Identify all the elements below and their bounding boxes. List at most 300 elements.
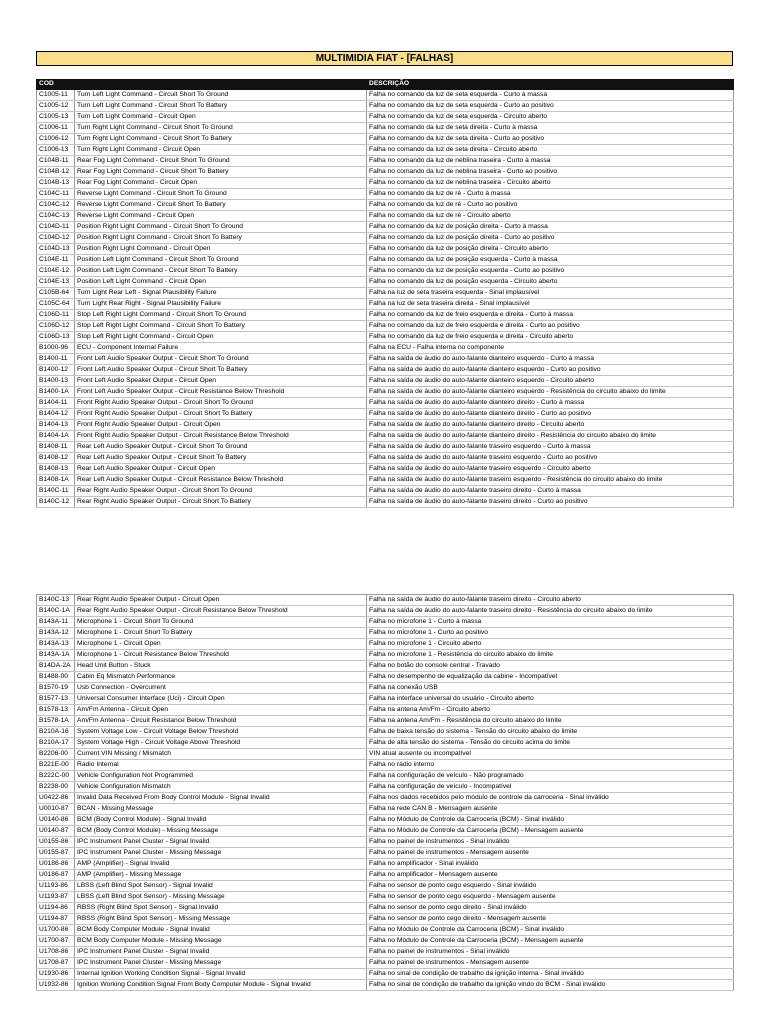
table-row [37, 178, 734, 189]
fault-code-cell: C1006-13 [37, 145, 75, 156]
english-description-cell: Reverse Light Command - Circuit Open [75, 211, 367, 222]
english-description-cell: Current VIN Missing / Mismatch [75, 749, 367, 760]
table-row [37, 233, 734, 244]
table-row [37, 628, 734, 639]
english-description-cell: Stop Left Right Light Command - Circuit Open [75, 332, 367, 343]
column-header-spacer [75, 79, 367, 90]
english-description-cell: Turn Light Rear Right - Signal Plausibility Failure [75, 299, 367, 310]
fault-code-table-1 [36, 79, 734, 508]
english-description-cell: Turn Left Light Command - Circuit Short To Battery [75, 101, 367, 112]
fault-code-cell: U1932-86 [37, 980, 75, 991]
english-description-cell: Internal Ignition Working Condition Signal - Signal Invalid [75, 969, 367, 980]
english-description-cell: ECU - Component Internal Failure [75, 343, 367, 354]
portuguese-description-cell: Falha na saída de áudio do auto-falante dianteiro direito - Circuito aberto [367, 420, 734, 431]
portuguese-description-cell: Falha no sensor de ponto cego direito - Mensagem ausente [367, 914, 734, 925]
table-row [37, 321, 734, 332]
table-row [37, 782, 734, 793]
table-row [37, 595, 734, 606]
fault-code-cell: C1005-13 [37, 112, 75, 123]
fault-code-cell: C105C-64 [37, 299, 75, 310]
english-description-cell: Microphone 1 - Circuit Short To Battery [75, 628, 367, 639]
fault-code-cell: B1408-1A [37, 475, 75, 486]
portuguese-description-cell: Falha na saída de áudio do auto-falante dianteiro esquerdo - Resistência do circuito abaixo do limite [367, 387, 734, 398]
portuguese-description-cell: Falha no comando da luz de neblina traseira - Curto à massa [367, 156, 734, 167]
fault-code-cell: C104E-13 [37, 277, 75, 288]
english-description-cell: LBSS (Left Blind Spot Sensor) - Missing Message [75, 892, 367, 903]
table-row [37, 343, 734, 354]
english-description-cell: Front Left Audio Speaker Output - Circuit Short To Ground [75, 354, 367, 365]
portuguese-description-cell: Falha no sensor de ponto cego esquerdo - Sinal inválido [367, 881, 734, 892]
english-description-cell: Usb Connection - Overcurrent [75, 683, 367, 694]
english-description-cell: Microphone 1 - Circuit Resistance Below Threshold [75, 650, 367, 661]
fault-code-cell: C106D-12 [37, 321, 75, 332]
fault-code-cell: C105B-64 [37, 288, 75, 299]
portuguese-description-cell: Falha no comando da luz de seta esquerda - Curto ao positivo [367, 101, 734, 112]
english-description-cell: Am/Fm Antenna - Circuit Resistance Below Threshold [75, 716, 367, 727]
portuguese-description-cell: Falha no sinal de condição de trabalho da ignição vindo do BCM - Sinal inválido [367, 980, 734, 991]
fault-code-cell: C1006-11 [37, 123, 75, 134]
portuguese-description-cell: Falha no comando da luz de seta direita - Curto à massa [367, 123, 734, 134]
fault-code-cell: B1400-13 [37, 376, 75, 387]
english-description-cell: Reverse Light Command - Circuit Short To Battery [75, 200, 367, 211]
portuguese-description-cell: Falha na interface universal do usuário - Circuito aberto [367, 694, 734, 705]
table-row [37, 705, 734, 716]
column-header-description: DESCRIÇÃO [367, 79, 734, 90]
portuguese-description-cell: Falha no sensor de ponto cego esquerdo - Mensagem ausente [367, 892, 734, 903]
english-description-cell: Position Right Light Command - Circuit Open [75, 244, 367, 255]
fault-code-cell: U0010-87 [37, 804, 75, 815]
table-row [37, 881, 734, 892]
portuguese-description-cell: Falha no painel de instrumentos - Sinal inválido [367, 837, 734, 848]
portuguese-description-cell: Falha no desempenho de equalização da cabine - Incompatível [367, 672, 734, 683]
english-description-cell: BCM (Body Control Module) - Missing Message [75, 826, 367, 837]
table-row [37, 749, 734, 760]
table-row [37, 112, 734, 123]
portuguese-description-cell: Falha na saída de áudio do auto-falante traseiro direito - Resistência do circuito abaixo do limite [367, 606, 734, 617]
table-row [37, 639, 734, 650]
english-description-cell: Front Left Audio Speaker Output - Circuit Resistance Below Threshold [75, 387, 367, 398]
fault-code-cell: C1006-12 [37, 134, 75, 145]
portuguese-description-cell: Falha no amplificador - Sinal inválido [367, 859, 734, 870]
table-row [37, 420, 734, 431]
portuguese-description-cell: Falha na saída de áudio do auto-falante traseiro esquerdo - Curto à massa [367, 442, 734, 453]
fault-code-cell: C104D-12 [37, 233, 75, 244]
table-row [37, 299, 734, 310]
portuguese-description-cell: Falha no comando da luz de neblina traseira - Curto ao positivo [367, 167, 734, 178]
english-description-cell: AMP (Amplifier) - Missing Message [75, 870, 367, 881]
english-description-cell: Position Left Light Command - Circuit Short To Ground [75, 255, 367, 266]
portuguese-description-cell: Falha no comando da luz de seta direita - Circuito aberto [367, 145, 734, 156]
portuguese-description-cell: Falha no comando da luz de ré - Curto ao positivo [367, 200, 734, 211]
english-description-cell: Front Left Audio Speaker Output - Circuit Short To Battery [75, 365, 367, 376]
fault-code-cell: B143A-13 [37, 639, 75, 650]
fault-code-cell: B1577-13 [37, 694, 75, 705]
english-description-cell: Rear Right Audio Speaker Output - Circuit Open [75, 595, 367, 606]
portuguese-description-cell: Falha na conexão USB [367, 683, 734, 694]
table-row [37, 376, 734, 387]
english-description-cell: Ignition Working Condition Signal From Body Computer Module - Signal Invalid [75, 980, 367, 991]
table-row [37, 475, 734, 486]
fault-code-cell: U1193-86 [37, 881, 75, 892]
table-row [37, 101, 734, 112]
table-row [37, 716, 734, 727]
english-description-cell: Turn Right Light Command - Circuit Open [75, 145, 367, 156]
portuguese-description-cell: VIN atual ausente ou incompatível [367, 749, 734, 760]
portuguese-description-cell: Falha no comando da luz de ré - Curto à massa [367, 189, 734, 200]
fault-code-cell: B1404-11 [37, 398, 75, 409]
table-row [37, 90, 734, 101]
table-row [37, 145, 734, 156]
fault-code-cell: B1578-1A [37, 716, 75, 727]
table-row [37, 683, 734, 694]
fault-code-cell: B1578-13 [37, 705, 75, 716]
portuguese-description-cell: Falha no painel de instrumentos - Mensagem ausente [367, 958, 734, 969]
english-description-cell: Turn Right Light Command - Circuit Short To Ground [75, 123, 367, 134]
fault-code-cell: C106D-11 [37, 310, 75, 321]
fault-code-cell: U1930-86 [37, 969, 75, 980]
table-row [37, 925, 734, 936]
portuguese-description-cell: Falha no Módulo de Controle da Carroceria (BCM) - Mensagem ausente [367, 936, 734, 947]
fault-code-cell: B1488-00 [37, 672, 75, 683]
fault-code-cell: C104B-11 [37, 156, 75, 167]
portuguese-description-cell: Falha no amplificador - Mensagem ausente [367, 870, 734, 881]
table-row [37, 848, 734, 859]
english-description-cell: IPC Instrument Panel Cluster - Signal Invalid [75, 947, 367, 958]
table-row [37, 738, 734, 749]
portuguese-description-cell: Falha no comando da luz de freio esquerda e direita - Circuito aberto [367, 332, 734, 343]
english-description-cell: Turn Right Light Command - Circuit Short To Battery [75, 134, 367, 145]
english-description-cell: RBSS (Right Blind Spot Sensor) - Signal Invalid [75, 903, 367, 914]
fault-code-cell: U0140-87 [37, 826, 75, 837]
portuguese-description-cell: Falha no painel de instrumentos - Sinal inválido [367, 947, 734, 958]
table-row [37, 310, 734, 321]
table-row [37, 859, 734, 870]
english-description-cell: LBSS (Left Blind Spot Sensor) - Signal Invalid [75, 881, 367, 892]
table-row [37, 958, 734, 969]
fault-code-cell: B1404-12 [37, 409, 75, 420]
table-row [37, 650, 734, 661]
fault-code-cell: U1194-86 [37, 903, 75, 914]
portuguese-description-cell: Falha na saída de áudio do auto-falante traseiro esquerdo - Circuito aberto [367, 464, 734, 475]
portuguese-description-cell: Falha no microfone 1 - Curto ao positivo [367, 628, 734, 639]
table-row [37, 771, 734, 782]
table-row [37, 936, 734, 947]
fault-code-cell: C1005-12 [37, 101, 75, 112]
portuguese-description-cell: Falha na saída de áudio do auto-falante dianteiro esquerdo - Curto à massa [367, 354, 734, 365]
portuguese-description-cell: Falha na antena Am/Fm - Resistência do circuito abaixo do limite [367, 716, 734, 727]
fault-code-cell: B2206-00 [37, 749, 75, 760]
english-description-cell: BCAN - Missing Message [75, 804, 367, 815]
portuguese-description-cell: Falha na luz de seta traseira esquerda - Sinal implausível [367, 288, 734, 299]
table-row [37, 398, 734, 409]
table-row [37, 903, 734, 914]
english-description-cell: Radio Internal [75, 760, 367, 771]
english-description-cell: RBSS (Right Blind Spot Sensor) - Missing Message [75, 914, 367, 925]
fault-code-cell: U0155-86 [37, 837, 75, 848]
english-description-cell: Turn Light Rear Left - Signal Plausibility Failure [75, 288, 367, 299]
portuguese-description-cell: Falha no comando da luz de posição esquerda - Curto à massa [367, 255, 734, 266]
table-row [37, 486, 734, 497]
portuguese-description-cell: Falha na antena Am/Fm - Circuito aberto [367, 705, 734, 716]
english-description-cell: IPC Instrument Panel Cluster - Missing Message [75, 848, 367, 859]
fault-code-cell: U1700-86 [37, 925, 75, 936]
fault-code-cell: U0140-86 [37, 815, 75, 826]
fault-code-cell: C104E-11 [37, 255, 75, 266]
english-description-cell: Rear Fog Light Command - Circuit Short To Battery [75, 167, 367, 178]
table-row [37, 497, 734, 508]
english-description-cell: Turn Left Light Command - Circuit Short To Ground [75, 90, 367, 101]
column-header-code: COD [37, 79, 75, 90]
fault-code-cell: B1404-13 [37, 420, 75, 431]
table-row [37, 870, 734, 881]
portuguese-description-cell: Falha na configuração de veículo - Não programado [367, 771, 734, 782]
fault-code-cell: U1700-87 [37, 936, 75, 947]
portuguese-description-cell: Falha no comando da luz de freio esquerda e direita - Curto ao positivo [367, 321, 734, 332]
portuguese-description-cell: Falha na saída de áudio do auto-falante dianteiro direito - Curto à massa [367, 398, 734, 409]
fault-code-cell: B143A-12 [37, 628, 75, 639]
portuguese-description-cell: Falha na saída de áudio do auto-falante traseiro esquerdo - Resistência do circuito abaixo do limite [367, 475, 734, 486]
fault-code-cell: B143A-11 [37, 617, 75, 628]
fault-code-cell: U0155-87 [37, 848, 75, 859]
english-description-cell: Rear Right Audio Speaker Output - Circuit Short To Ground [75, 486, 367, 497]
portuguese-description-cell: Falha no botão do console central - Travado [367, 661, 734, 672]
fault-code-cell: C104E-12 [37, 266, 75, 277]
english-description-cell: Position Left Light Command - Circuit Open [75, 277, 367, 288]
english-description-cell: Rear Fog Light Command - Circuit Open [75, 178, 367, 189]
english-description-cell: Rear Right Audio Speaker Output - Circuit Short To Battery [75, 497, 367, 508]
fault-code-cell: U1193-87 [37, 892, 75, 903]
english-description-cell: Position Right Light Command - Circuit Short To Ground [75, 222, 367, 233]
english-description-cell: Front Right Audio Speaker Output - Circuit Resistance Below Threshold [75, 431, 367, 442]
fault-code-cell: U1708-86 [37, 947, 75, 958]
table-row [37, 826, 734, 837]
fault-code-cell: C104C-13 [37, 211, 75, 222]
fault-code-cell: C104C-12 [37, 200, 75, 211]
table-row [37, 134, 734, 145]
table-row [37, 837, 734, 848]
portuguese-description-cell: Falha no Módulo de Controle da Carroceria (BCM) - Sinal inválido [367, 925, 734, 936]
table-row [37, 606, 734, 617]
fault-code-cell: C106D-13 [37, 332, 75, 343]
portuguese-description-cell: Falha no comando da luz de posição direita - Circuito aberto [367, 244, 734, 255]
fault-code-cell: B221E-00 [37, 760, 75, 771]
fault-code-cell: C104B-13 [37, 178, 75, 189]
portuguese-description-cell: Falha na luz de seta traseira direita - Sinal implausível [367, 299, 734, 310]
english-description-cell: Stop Left Right Light Command - Circuit Short To Ground [75, 310, 367, 321]
fault-code-cell: B1000-96 [37, 343, 75, 354]
fault-code-cell: B140C-12 [37, 497, 75, 508]
portuguese-description-cell: Falha no comando da luz de posição esquerda - Circuito aberto [367, 277, 734, 288]
english-description-cell: Front Left Audio Speaker Output - Circuit Open [75, 376, 367, 387]
portuguese-description-cell: Falha na saída de áudio do auto-falante traseiro esquerdo - Curto ao positivo [367, 453, 734, 464]
table-row [37, 661, 734, 672]
fault-code-cell: B1400-11 [37, 354, 75, 365]
portuguese-description-cell: Falha no rádio interno [367, 760, 734, 771]
portuguese-description-cell: Falha no comando da luz de seta esquerda - Circuito aberto [367, 112, 734, 123]
english-description-cell: Front Right Audio Speaker Output - Circuit Short To Ground [75, 398, 367, 409]
table-row [37, 387, 734, 398]
english-description-cell: Vehicle Configuration Mismatch [75, 782, 367, 793]
english-description-cell: IPC Instrument Panel Cluster - Signal Invalid [75, 837, 367, 848]
portuguese-description-cell: Falha na rede CAN B - Mensagem ausente [367, 804, 734, 815]
fault-code-cell: C104C-11 [37, 189, 75, 200]
english-description-cell: Rear Right Audio Speaker Output - Circuit Resistance Below Threshold [75, 606, 367, 617]
english-description-cell: System Voltage High - Circuit Voltage Above Threshold [75, 738, 367, 749]
table-row [37, 804, 734, 815]
english-description-cell: Position Right Light Command - Circuit Short To Battery [75, 233, 367, 244]
english-description-cell: Universal Consumer Interface (Uci) - Circuit Open [75, 694, 367, 705]
table-row [37, 409, 734, 420]
table-row [37, 815, 734, 826]
english-description-cell: System Voltage Low - Circuit Voltage Below Threshold [75, 727, 367, 738]
english-description-cell: Rear Left Audio Speaker Output - Circuit Short To Battery [75, 453, 367, 464]
fault-code-cell: B140C-1A [37, 606, 75, 617]
fault-code-cell: B1408-12 [37, 453, 75, 464]
fault-code-cell: B222C-00 [37, 771, 75, 782]
table-row [37, 672, 734, 683]
portuguese-description-cell: Falha na saída de áudio do auto-falante dianteiro esquerdo - Curto ao positivo [367, 365, 734, 376]
table-row [37, 760, 734, 771]
fault-code-cell: B1404-1A [37, 431, 75, 442]
english-description-cell: Turn Left Light Command - Circuit Open [75, 112, 367, 123]
table-row [37, 211, 734, 222]
portuguese-description-cell: Falha de baixa tensão do sistema - Tensão do circuito abaixo do limite [367, 727, 734, 738]
table-row [37, 980, 734, 991]
english-description-cell: Rear Left Audio Speaker Output - Circuit Open [75, 464, 367, 475]
english-description-cell: Rear Fog Light Command - Circuit Short To Ground [75, 156, 367, 167]
portuguese-description-cell: Falha na saída de áudio do auto-falante traseiro direito - Circuito aberto [367, 595, 734, 606]
portuguese-description-cell: Falha no comando da luz de ré - Circuito aberto [367, 211, 734, 222]
english-description-cell: Stop Left Right Light Command - Circuit Short To Battery [75, 321, 367, 332]
fault-code-cell: B1408-11 [37, 442, 75, 453]
portuguese-description-cell: Falha no comando da luz de posição direita - Curto à massa [367, 222, 734, 233]
fault-code-cell: U1708-87 [37, 958, 75, 969]
fault-code-cell: B210A-16 [37, 727, 75, 738]
portuguese-description-cell: Falha nos dados recebidos pelo módulo de controle da carroceria - Sinal inválido [367, 793, 734, 804]
portuguese-description-cell: Falha de alta tensão do sistema - Tensão do circuito acima do limite [367, 738, 734, 749]
table-row [37, 354, 734, 365]
fault-code-cell: B2238-00 [37, 782, 75, 793]
portuguese-description-cell: Falha no comando da luz de posição direita - Curto ao positivo [367, 233, 734, 244]
english-description-cell: Rear Left Audio Speaker Output - Circuit Short To Ground [75, 442, 367, 453]
portuguese-description-cell: Falha no microfone 1 - Circuito aberto [367, 639, 734, 650]
table-row [37, 431, 734, 442]
portuguese-description-cell: Falha no comando da luz de posição esquerda - Curto ao positivo [367, 266, 734, 277]
fault-code-cell: B1400-12 [37, 365, 75, 376]
portuguese-description-cell: Falha no sensor de ponto cego direito - Sinal inválido [367, 903, 734, 914]
fault-code-cell: U0186-86 [37, 859, 75, 870]
portuguese-description-cell: Falha na ECU - Falha interna no componente [367, 343, 734, 354]
table-row [37, 266, 734, 277]
table-row [37, 123, 734, 134]
portuguese-description-cell: Falha no comando da luz de seta esquerda - Curto à massa [367, 90, 734, 101]
english-description-cell: IPC Instrument Panel Cluster - Missing Message [75, 958, 367, 969]
table-row [37, 947, 734, 958]
portuguese-description-cell: Falha no Módulo de Controle da Carroceria (BCM) - Mensagem ausente [367, 826, 734, 837]
table-row [37, 200, 734, 211]
portuguese-description-cell: Falha na saída de áudio do auto-falante dianteiro esquerdo - Circuito aberto [367, 376, 734, 387]
fault-code-cell: U0186-87 [37, 870, 75, 881]
table-row [37, 156, 734, 167]
table-row [37, 277, 734, 288]
table-row [37, 892, 734, 903]
fault-code-cell: B1408-13 [37, 464, 75, 475]
table-row [37, 244, 734, 255]
table-row [37, 464, 734, 475]
english-description-cell: Head Unit Button - Stuck [75, 661, 367, 672]
portuguese-description-cell: Falha na saída de áudio do auto-falante dianteiro direito - Curto ao positivo [367, 409, 734, 420]
english-description-cell: Reverse Light Command - Circuit Short To Ground [75, 189, 367, 200]
table-row [37, 727, 734, 738]
fault-code-cell: B1570-19 [37, 683, 75, 694]
fault-code-cell: U0422-86 [37, 793, 75, 804]
english-description-cell: BCM Body Computer Module - Missing Message [75, 936, 367, 947]
portuguese-description-cell: Falha no comando da luz de freio esquerda e direita - Curto à massa [367, 310, 734, 321]
portuguese-description-cell: Falha no microfone 1 - Resistência do circuito abaixo do limite [367, 650, 734, 661]
english-description-cell: Position Left Light Command - Circuit Short To Battery [75, 266, 367, 277]
fault-code-cell: B210A-17 [37, 738, 75, 749]
table-row [37, 222, 734, 233]
english-description-cell: Microphone 1 - Circuit Short To Ground [75, 617, 367, 628]
table-row [37, 914, 734, 925]
fault-code-cell: C104D-13 [37, 244, 75, 255]
english-description-cell: Cabin Eq Mismatch Performance [75, 672, 367, 683]
fault-code-cell: B14DA-2A [37, 661, 75, 672]
english-description-cell: Rear Left Audio Speaker Output - Circuit Resistance Below Threshold [75, 475, 367, 486]
english-description-cell: AMP (Amplifier) - Signal Invalid [75, 859, 367, 870]
fault-code-table-2 [36, 594, 734, 991]
table-row [37, 255, 734, 266]
table-row [37, 694, 734, 705]
portuguese-description-cell: Falha no comando da luz de neblina traseira - Circuito aberto [367, 178, 734, 189]
fault-code-cell: C104B-12 [37, 167, 75, 178]
fault-code-cell: U1194-87 [37, 914, 75, 925]
table-row [37, 969, 734, 980]
english-description-cell: Invalid Data Received From Body Control Module - Signal Invalid [75, 793, 367, 804]
fault-code-cell: C104D-11 [37, 222, 75, 233]
table-row [37, 617, 734, 628]
table-row [37, 332, 734, 343]
table-row [37, 167, 734, 178]
table-row [37, 189, 734, 200]
table-row [37, 442, 734, 453]
english-description-cell: Microphone 1 - Circuit Open [75, 639, 367, 650]
portuguese-description-cell: Falha na saída de áudio do auto-falante traseiro direito - Curto ao positivo [367, 497, 734, 508]
portuguese-description-cell: Falha na saída de áudio do auto-falante traseiro direito - Curto à massa [367, 486, 734, 497]
portuguese-description-cell: Falha na saída de áudio do auto-falante dianteiro direito - Resistência do circuito abaixo do limite [367, 431, 734, 442]
fault-code-cell: B140C-11 [37, 486, 75, 497]
table-row [37, 365, 734, 376]
english-description-cell: Front Right Audio Speaker Output - Circuit Open [75, 420, 367, 431]
table-header-row [37, 79, 734, 90]
english-description-cell: Vehicle Configuration Not Programmed [75, 771, 367, 782]
table-row [37, 453, 734, 464]
table-row [37, 288, 734, 299]
fault-code-cell: B1400-1A [37, 387, 75, 398]
english-description-cell: Am/Fm Antenna - Circuit Open [75, 705, 367, 716]
portuguese-description-cell: Falha no sinal de condição de trabalho da ignição interna - Sinal inválido [367, 969, 734, 980]
portuguese-description-cell: Falha no painel de instrumentos - Mensagem ausente [367, 848, 734, 859]
portuguese-description-cell: Falha no comando da luz de seta direita - Curto ao positivo [367, 134, 734, 145]
english-description-cell: Front Right Audio Speaker Output - Circuit Short To Battery [75, 409, 367, 420]
portuguese-description-cell: Falha no microfone 1 - Curto à massa [367, 617, 734, 628]
portuguese-description-cell: Falha no Módulo de Controle da Carroceria (BCM) - Sinal inválido [367, 815, 734, 826]
english-description-cell: BCM (Body Control Module) - Signal Invalid [75, 815, 367, 826]
document-title: MULTIMIDIA FIAT - [FALHAS] [36, 51, 733, 66]
portuguese-description-cell: Falha na configuração de veículo - Incompatível [367, 782, 734, 793]
table-row [37, 793, 734, 804]
fault-code-cell: B143A-1A [37, 650, 75, 661]
